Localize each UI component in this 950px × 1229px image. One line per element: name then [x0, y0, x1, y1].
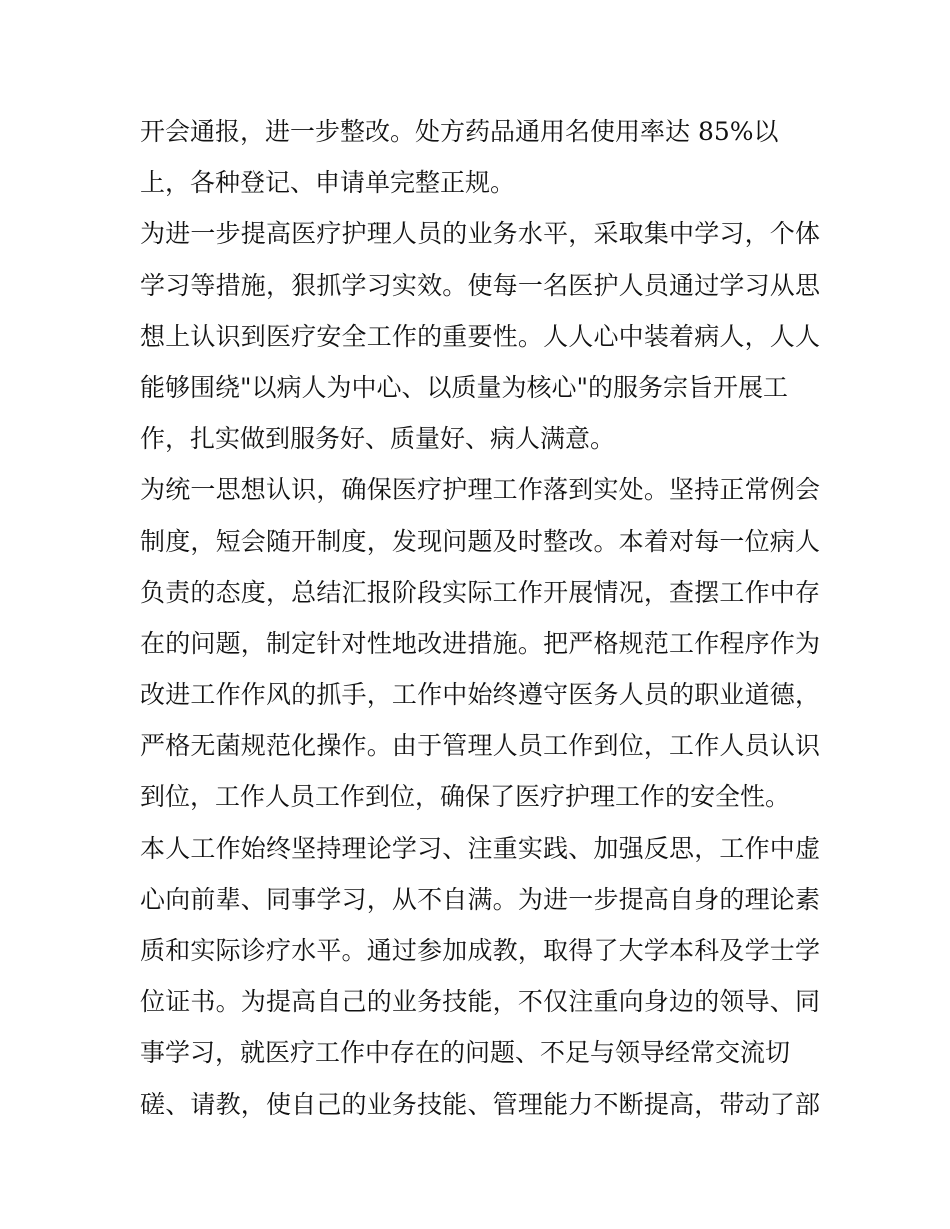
- text-line: 严格无菌规范化操作。由于管理人员工作到位，工作人员认识: [140, 731, 820, 761]
- text-line: 位证书。为提高自己的业务技能，不仅注重向身边的领导、同: [140, 987, 820, 1017]
- text-line: 事学习，就医疗工作中存在的问题、不足与领导经常交流切: [140, 1038, 791, 1068]
- text-line: 磋、请教，使自己的业务技能、管理能力不断提高，带动了部: [140, 1089, 820, 1119]
- text-line: 质和实际诊疗水平。通过参加成教，取得了大学本科及学士学: [140, 936, 820, 965]
- text-line: 想上认识到医疗安全工作的重要性。人人心中装着病人，人人: [140, 321, 820, 351]
- document-body: [140, 106, 820, 1130]
- text-line: 在的问题，制定针对性地改进措施。把严格规范工作程序作为: [140, 628, 820, 658]
- text-line: 制度，短会随开制度，发现问题及时整改。本着对每一位病人: [140, 526, 820, 556]
- text-line: 为进一步提高医疗护理人员的业务水平，采取集中学习，个体: [140, 219, 820, 249]
- text-line: 本人工作始终坚持理论学习、注重实践、加强反思，工作中虚: [140, 833, 820, 863]
- text-line: 学习等措施，狠抓学习实效。使每一名医护人员通过学习从思: [140, 270, 820, 300]
- text-line: 开会通报，进一步整改。处方药品通用名使用率达 85%以: [140, 117, 779, 146]
- text-line: 能够围绕"以病人为中心、以质量为核心"的服务宗旨开展工: [140, 372, 789, 402]
- text-line: 为统一思想认识，确保医疗护理工作落到实处。坚持正常例会: [140, 475, 820, 505]
- text-line: 改进工作作风的抓手，工作中始终遵守医务人员的职业道德，: [140, 680, 820, 710]
- text-line: 上，各种登记、申请单完整正规。: [140, 168, 516, 198]
- text-line: 到位，工作人员工作到位，确保了医疗护理工作的安全性。: [140, 782, 791, 812]
- text-line: 负责的态度，总结汇报阶段实际工作开展情况，查摆工作中存: [140, 577, 820, 607]
- text-line: 作，扎实做到服务好、质量好、病人满意。: [140, 424, 616, 454]
- text-line: 心向前辈、同事学习，从不自满。为进一步提高自身的理论素: [140, 884, 820, 914]
